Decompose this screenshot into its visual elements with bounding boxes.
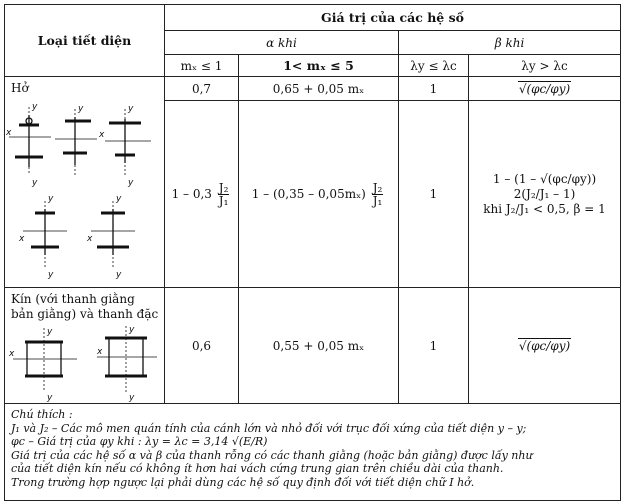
alpha-cond-m-le-1: mₓ ≤ 1 (165, 55, 239, 77)
frac-num: J₂ (218, 180, 229, 195)
fig1-x-label: x (6, 128, 12, 138)
open-beta-le-2: 1 (399, 101, 469, 288)
fig4-x-label: x (19, 234, 25, 244)
open-alpha-m1-lead: 1 – 0,3 (171, 186, 212, 201)
alpha-cond-m-le-5: 1< mₓ ≤ 5 (239, 55, 399, 77)
fig4-y-bottom-label: y (48, 270, 54, 280)
notes-line2: φc – Giá trị của φy khi : λy = λc = 3,14 √(E/R) (11, 435, 268, 448)
section-type-header: Loại tiết diện (5, 5, 165, 77)
open-beta-le: 1 (399, 77, 469, 101)
fig7-y-label: y (129, 325, 135, 335)
fig6-x-label: x (9, 349, 15, 359)
fig7-x-label: x (97, 347, 103, 357)
closed-alpha-m1: 0,6 (165, 288, 239, 404)
open-beta-gt-sqrt: √(φc/φy) (518, 81, 571, 96)
alpha-header: α khi (165, 31, 399, 55)
notes-line5: Trong trường hợp ngược lại phải dùng các hệ số quy định đối với tiết diện chữ I hở. (11, 475, 475, 489)
open-alpha-m1: 0,7 (165, 77, 239, 101)
fig5-x-label: x (87, 234, 93, 244)
fig6-y-bottom-label: y (47, 393, 53, 403)
fig1-y-label: y (32, 102, 38, 112)
open-alpha-m5-frac (372, 182, 384, 207)
open-beta-gt-formula (469, 101, 621, 288)
notes-cell (5, 404, 621, 501)
notes-line3: Giá trị của các hệ số α và β của thanh rỗng có các thanh giằng (hoặc bản giằng) được lấy như (11, 448, 533, 462)
closed-section-figures (5, 324, 163, 404)
fig3-y-label: y (128, 104, 134, 114)
frac-den: J₁ (372, 193, 383, 208)
fig2-y-label: y (78, 104, 84, 114)
closed-beta-gt (469, 288, 621, 404)
closed-section-label (11, 292, 158, 322)
fig5-y-bottom-label: y (116, 270, 122, 280)
fig4-y-label: y (48, 194, 54, 204)
frac-num: J₂ (372, 180, 383, 195)
open-alpha-m1-formula (165, 101, 239, 288)
beta-cond-le: λy ≤ λc (399, 55, 469, 77)
beta-formula-line3: khi J₂/J₁ < 0,5, β = 1 (483, 201, 606, 216)
fig2-x-label: x (99, 130, 105, 140)
closed-label-line2: bản giằng) và thanh đặc (11, 307, 159, 321)
coefficient-table (4, 4, 621, 501)
fig5-y-label: y (116, 194, 122, 204)
beta-cond-gt: λy > λc (469, 55, 621, 77)
open-beta-gt (469, 77, 621, 101)
closed-section-cell (5, 288, 165, 404)
fig3-y-bottom-label: y (128, 178, 134, 188)
open-alpha-m1-frac (218, 182, 230, 207)
frac-den: J₁ (218, 193, 229, 208)
open-section-figures (5, 97, 163, 297)
beta-formula-line1: 1 – (1 – √(φc/φy)) (492, 171, 597, 186)
notes-title: Chú thích : (11, 408, 73, 421)
fig6-y-label: y (47, 327, 53, 337)
open-section-label: Hở (11, 81, 29, 95)
beta-header: β khi (399, 31, 621, 55)
beta-formula-line2: 2(J₂/J₁ – 1) (513, 186, 576, 201)
closed-beta-le: 1 (399, 288, 469, 404)
open-section-cell (5, 77, 165, 288)
closed-beta-gt-sqrt: √(φc/φy) (518, 338, 571, 353)
open-alpha-m5-formula (239, 101, 399, 288)
coefficient-group-header: Giá trị của các hệ số (165, 5, 621, 31)
open-alpha-m5-lead: 1 – (0,35 – 0,05mₓ) (251, 186, 366, 201)
fig7-y-bottom-label: y (129, 393, 135, 403)
notes-line1: J₁ và J₂ – Các mô men quán tính của cánh lớn và nhỏ đối với trục đối xứng của tiết diện y – y; (11, 421, 527, 435)
closed-label-line1: Kín (với thanh giằng (11, 292, 135, 306)
closed-alpha-m5: 0,55 + 0,05 mₓ (239, 288, 399, 404)
fig1-y-bottom-label: y (32, 178, 38, 188)
open-alpha-m5: 0,65 + 0,05 mₓ (239, 77, 399, 101)
notes-line4: của tiết diện kín nếu có không ít hơn hai vách cứng trung gian trên chiều dài của thanh. (11, 462, 504, 475)
